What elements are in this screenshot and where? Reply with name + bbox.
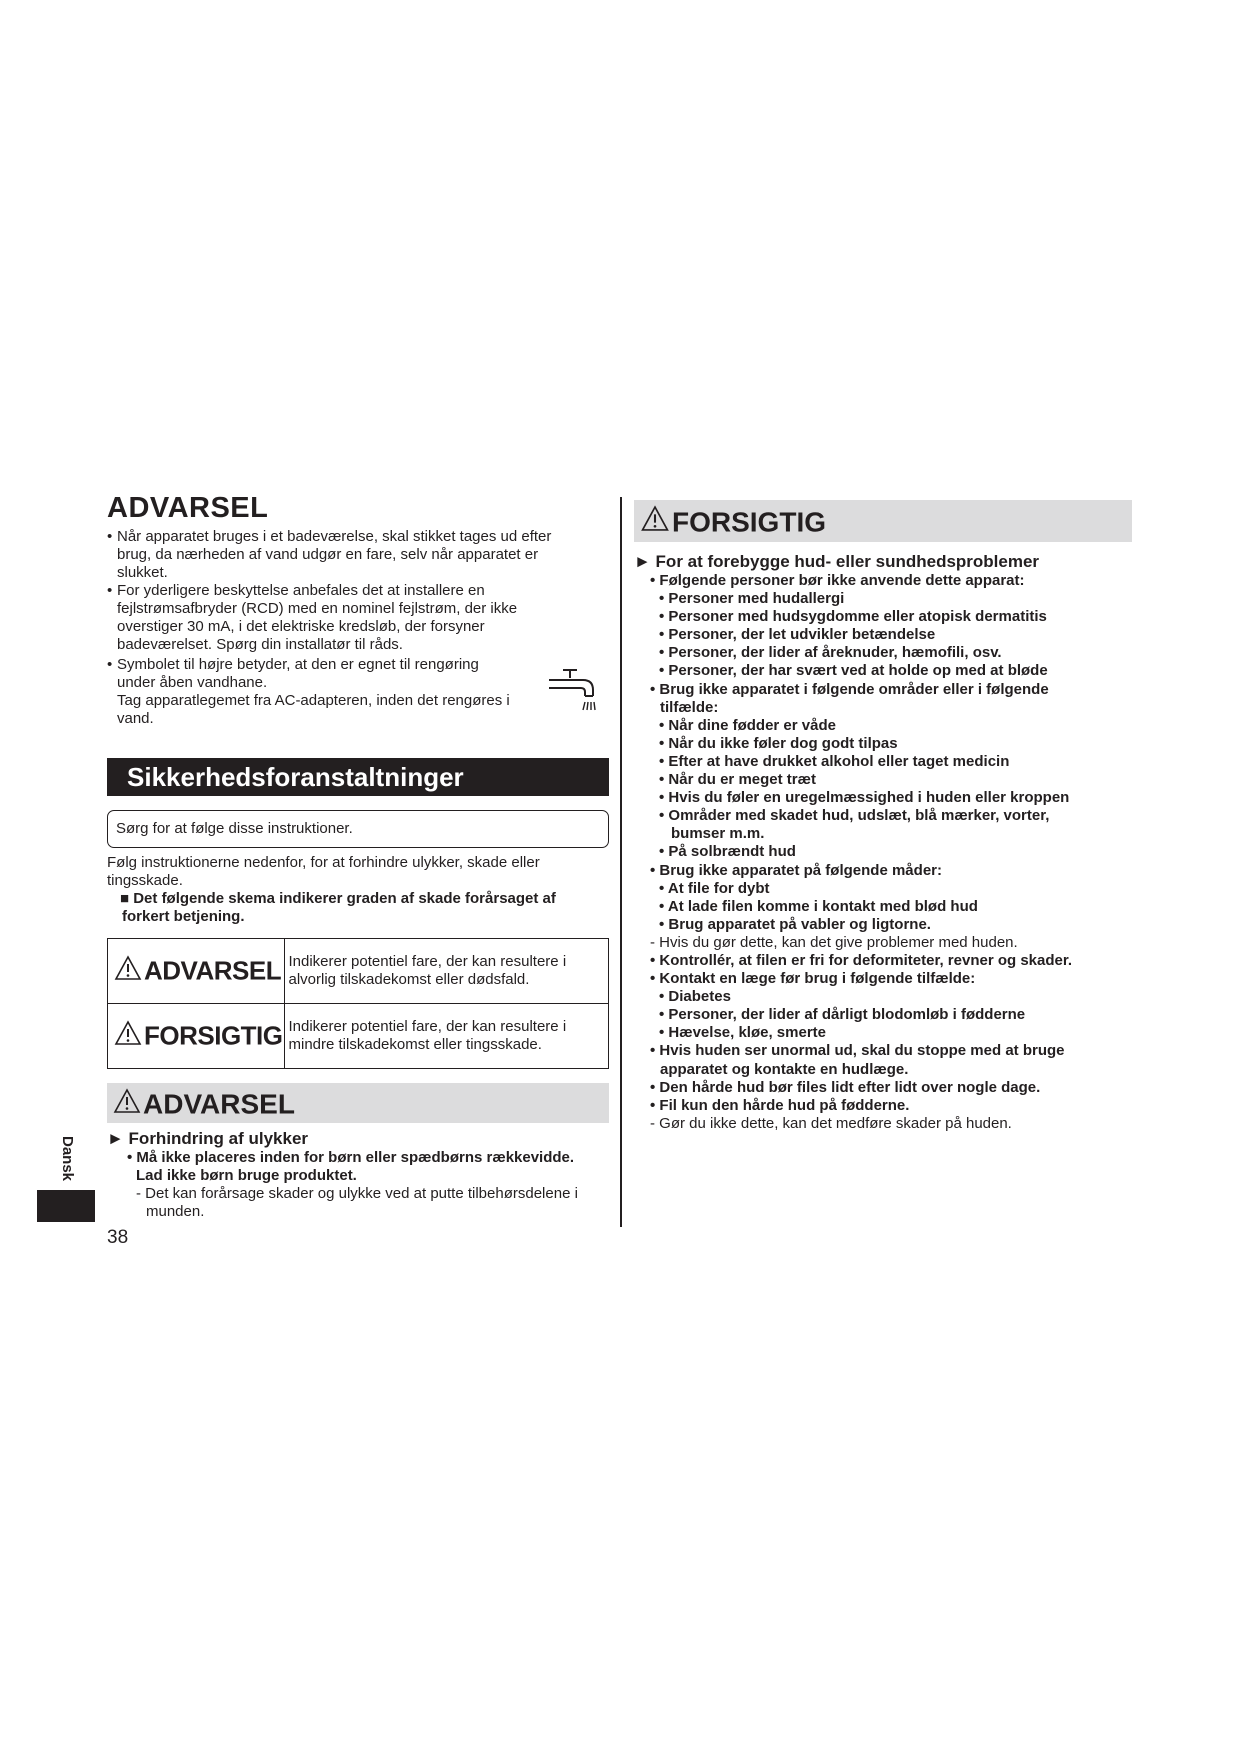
severity-legend-table bbox=[107, 938, 609, 1069]
advarsel-box-heading bbox=[107, 1083, 609, 1123]
forsigtig-line: • Når du ikke føler dog godt tilpas bbox=[659, 734, 898, 752]
warning-triangle-icon bbox=[114, 955, 142, 988]
forsigtig-line: • Brug ikke apparatet på følgende måder: bbox=[650, 861, 942, 879]
forsigtig-line: • Diabetes bbox=[659, 988, 731, 1006]
legend-row-forsigtig bbox=[108, 1004, 609, 1069]
forsigtig-line: • Områder med skadet hud, udslæt, blå mærker, vorter, bbox=[659, 807, 1050, 825]
forsigtig-line: • Hvis huden ser unormal ud, skal du stoppe med at bruge bbox=[650, 1042, 1065, 1060]
box-title: FORSIGTIG bbox=[672, 506, 826, 538]
instruction-note-box bbox=[107, 810, 609, 848]
faucet-icon bbox=[547, 666, 603, 721]
forsigtig-line: • At lade filen komme i kontakt med blød hud bbox=[659, 897, 978, 915]
text-line: • Når apparatet bruges i et badeværelse, skal stikket tages ud efter bbox=[117, 528, 552, 545]
forsigtig-line: • Den hårde hud bør files lidt efter lidt over nogle dage. bbox=[650, 1078, 1041, 1096]
text-line: vand. bbox=[117, 710, 154, 727]
text-line: overstiger 30 mA, i det elektriske kredsløb, der forsyner bbox=[117, 618, 485, 635]
forsigtig-line: • Personer med hudsygdomme eller atopisk dermatitis bbox=[659, 608, 1047, 626]
forsigtig-line: • Personer, der let udvikler betændelse bbox=[659, 626, 936, 644]
text-line: under åben vandhane. bbox=[117, 674, 268, 691]
forsigtig-list bbox=[634, 572, 1132, 1133]
legend-row-advarsel bbox=[108, 939, 609, 1004]
accident-prevention-heading: ► Forhindring af ulykker bbox=[107, 1129, 309, 1148]
forsigtig-line: • Brug ikke apparatet i følgende områder eller i følgende bbox=[650, 680, 1049, 698]
forsigtig-line: • Kontakt en læge før brug i følgende tilfælde: bbox=[650, 970, 976, 988]
forsigtig-line: • Følgende personer bør ikke anvende dette apparat: bbox=[650, 572, 1025, 589]
forsigtig-line: • Hvis du føler en uregelmæssighed i huden eller kroppen bbox=[659, 789, 1070, 807]
text-line: munden. bbox=[146, 1203, 205, 1220]
text-line: forkert betjening. bbox=[122, 908, 245, 925]
forsigtig-line: • Når du er meget træt bbox=[659, 771, 816, 789]
text-line: ■ Det følgende skema indikerer graden af skade forårsaget af bbox=[120, 890, 556, 907]
forsigtig-line: bumser m.m. bbox=[671, 825, 765, 843]
forsigtig-line: • Når dine fødder er våde bbox=[659, 716, 836, 734]
forsigtig-line: • Personer med hudallergi bbox=[659, 590, 845, 608]
text-line: Tag apparatlegemet fra AC-adapteren, inden det rengøres i bbox=[117, 692, 510, 709]
label-text: ADVARSEL bbox=[144, 955, 282, 986]
warning-triangle-icon bbox=[114, 1020, 142, 1053]
text-line: mindre tilskadekomst eller tingsskade. bbox=[288, 1036, 542, 1053]
legend-text-forsigtig bbox=[284, 1004, 609, 1069]
accident-bullet bbox=[107, 1149, 609, 1185]
forsigtig-line: • Personer, der lider af dårligt blodomløb i fødderne bbox=[659, 1006, 1026, 1024]
note-text: Sørg for at følge disse instruktioner. bbox=[116, 820, 353, 837]
legend-label-forsigtig bbox=[108, 1004, 285, 1069]
text-line: alvorlig tilskadekomst eller dødsfald. bbox=[288, 971, 530, 988]
text-line: Indikerer potentiel fare, der kan resultere i bbox=[288, 1018, 567, 1035]
forsigtig-line: • Personer, der har svært ved at holde op med at bløde bbox=[659, 662, 1048, 680]
text-line: brug, da nærheden af vand udgør en fare, selv når apparatet er bbox=[117, 546, 539, 563]
forsigtig-line: - Hvis du gør dette, kan det give problemer med huden. bbox=[650, 933, 1018, 951]
warning-triangle-icon bbox=[640, 502, 670, 544]
advarsel-bullet-2 bbox=[107, 582, 609, 654]
advarsel-bullet-3 bbox=[107, 656, 609, 728]
text-line: tingsskade. bbox=[107, 872, 183, 889]
forsigtig-box-heading bbox=[634, 500, 1132, 542]
legend-text-advarsel bbox=[284, 939, 609, 1004]
section-title: Sikkerhedsforanstaltninger bbox=[127, 762, 464, 792]
schema-note bbox=[107, 890, 609, 926]
forsigtig-line: • Kontrollér, at filen er fri for deformiteter, revner og skader. bbox=[650, 951, 1073, 969]
forsigtig-line: • Fil kun den hårde hud på fødderne. bbox=[650, 1096, 910, 1114]
text-line: fejlstrømsafbryder (RCD) med en nominel fejlstrøm, der ikke bbox=[117, 600, 518, 617]
forsigtig-line: • Brug apparatet på vabler og ligtorne. bbox=[659, 915, 931, 933]
text-line: Indikerer potentiel fare, der kan resultere i bbox=[288, 953, 567, 970]
advarsel-bullet-1 bbox=[107, 528, 607, 582]
text-line: - Det kan forårsage skader og ulykke ved at putte tilbehørsdelene i bbox=[136, 1185, 578, 1202]
accident-note bbox=[107, 1185, 609, 1221]
forsigtig-line: • Hævelse, kløe, smerte bbox=[659, 1024, 827, 1042]
text-line: • Symbolet til højre betyder, at den er egnet til rengøring bbox=[117, 656, 479, 673]
forsigtig-line: • På solbrændt hud bbox=[659, 843, 796, 861]
box-title: ADVARSEL bbox=[143, 1088, 295, 1120]
label-text: FORSIGTIG bbox=[144, 1020, 283, 1051]
legend-label-advarsel bbox=[108, 939, 285, 1004]
text-line: Lad ikke børn bruge produktet. bbox=[136, 1167, 357, 1184]
right-column bbox=[634, 500, 1132, 1133]
text-line: • For yderligere beskyttelse anbefales det at installere en bbox=[117, 582, 485, 599]
column-divider bbox=[620, 497, 622, 1227]
forsigtig-line: apparatet og kontakte en hudlæge. bbox=[660, 1060, 909, 1078]
forsigtig-line: • Efter at have drukket alkohol eller taget medicin bbox=[659, 752, 1010, 770]
intro-paragraph bbox=[107, 854, 609, 890]
language-tab-label: Dansk bbox=[59, 1136, 76, 1182]
text-line: badeværelset. Spørg din installatør til råds. bbox=[117, 636, 403, 653]
forsigtig-line: • At file for dybt bbox=[659, 879, 770, 897]
section-title-bar bbox=[107, 758, 609, 796]
skin-health-heading: ► For at forebygge hud- eller sundhedsproblemer bbox=[634, 552, 1040, 571]
page-number: 38 bbox=[107, 1227, 129, 1248]
text-line: • Må ikke placeres inden for børn eller spædbørns rækkevidde. bbox=[127, 1149, 575, 1166]
text-line: slukket. bbox=[117, 564, 168, 581]
language-tab-marker bbox=[37, 1190, 95, 1222]
advarsel-heading: ADVARSEL bbox=[107, 492, 269, 524]
left-column bbox=[107, 492, 609, 1221]
forsigtig-line: • Personer, der lider af åreknuder, hæmofili, osv. bbox=[659, 644, 1002, 662]
warning-triangle-icon bbox=[113, 1085, 141, 1125]
forsigtig-line: tilfælde: bbox=[660, 698, 719, 716]
forsigtig-line: - Gør du ikke dette, kan det medføre skader på huden. bbox=[650, 1114, 1012, 1132]
text-line: Følg instruktionerne nedenfor, for at forhindre ulykker, skade eller bbox=[107, 854, 540, 871]
